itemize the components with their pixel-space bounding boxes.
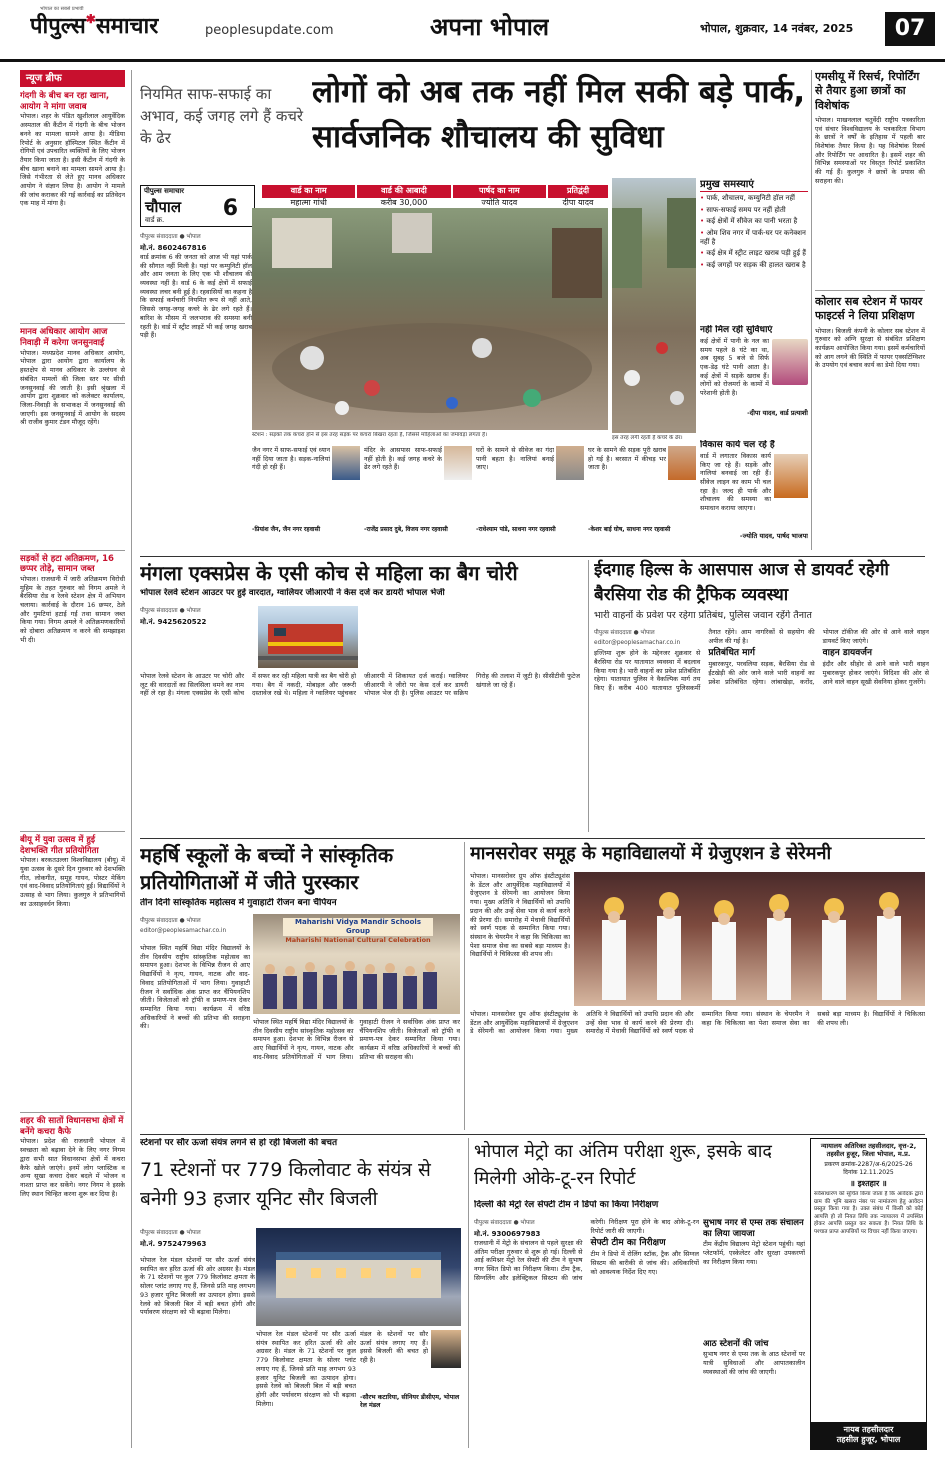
development-body: वार्ड में लगातार विकास कार्य किए जा रहे हैं। सड़कें और नालियां बनवाई जा रही हैं। सीवेज लाइन का काम भी चल रहा है। जल्द ही पार्क और शौचालय की समस्या का समाधान कराया जाएगा। bbox=[700, 451, 771, 513]
ward-col-value: ज्योति यादव bbox=[481, 197, 518, 207]
mangala-headline: मंगला एक्सप्रेस के एसी कोच से महिला का बैग चोरी bbox=[140, 561, 518, 585]
problem-item: • कई क्षेत्रों में सीवेज का पानी भरता है bbox=[700, 217, 808, 226]
brief-body: भोपाल। प्रदेश की राजधानी भोपाल में स्वच्छता को बढ़ावा देने के लिए नगर निगम द्वारा सभी सात विधानसभा क्षेत्रों में कचरा कैफे खोले जाएंगे। इनमें लोग प्लास्टिक व अन्य सूखा कचरा देकर बदले में भोजन व नाश्ता प्राप्त कर सकेंगे। नगर निगम ने इसके लिए स्थान चिन्हित करना शुरू कर दिया है। bbox=[20, 1137, 125, 1198]
maharshi-subhead: तीन दिनी सांस्कृतिक महोत्सव में गुवाहाटी रीजन बना चैंपियन bbox=[140, 898, 337, 908]
logo-left: पीपुल्स bbox=[30, 13, 86, 39]
metro-sub: सेफ्टी टीम का निरीक्षण bbox=[590, 1238, 666, 1249]
maharshi-body: भोपाल स्थित महर्षि विद्या मंदिर विद्यालयों के तीन दिवसीय राष्ट्रीय सांस्कृतिक महोत्सव का समापन हुआ। देशभर के विभिन्न रीजन से आए विद्यार्थियों ने नृत्य, गायन, नाटक और वाद-विवाद प्रतियोगिताओं में भाग लिया। गुवाहाटी रीजन ने सर्वाधिक अंक प्राप्त कर चैंपियनशिप जीती। विजेताओं को ट्रॉफी व प्रमाण-पत्र देकर सम्मानित किया गया। कार्यक्रम में वरिष्ठ अधिकारियों ने बच्चों की प्रतिभा की सराहना की। bbox=[140, 944, 250, 1031]
problems-list bbox=[700, 194, 808, 270]
brief-body: भोपाल। राजधानी में जारी अतिक्रमण विरोधी मुहिम के तहत गुरुवार को निगम अमले ने बैरसिया रोड व रेलवे स्टेशन क्षेत्र में अभियान चलाया। कार्रवाई के दौरान 16 छप्पर, ठेले और गुमटियां हटाई गईं तथा सामान जब्त किया गया। निगम अमले ने अतिक्रमणकारियों को दोबारा अतिक्रमण न करने की समझाइश भी दी। bbox=[20, 574, 125, 644]
lead-byline: पीपुल्स संवाददाता ● भोपाल bbox=[140, 234, 201, 240]
section-rule-2 bbox=[140, 838, 925, 839]
metro-columns bbox=[474, 1218, 699, 1448]
brief-item bbox=[20, 550, 125, 825]
lead-body-column bbox=[140, 232, 252, 550]
station-building-scene bbox=[256, 1228, 461, 1326]
maharshi-banner-2: Maharishi National Cultural Celebration bbox=[285, 936, 431, 944]
eidgah-columns bbox=[594, 628, 929, 833]
solar-quote-by: -सौरभ कटारिया, सीनियर डीसीएम, भोपाल रेल मंडल bbox=[360, 1394, 460, 1410]
ward-col bbox=[262, 185, 355, 207]
graduation-photo bbox=[574, 872, 925, 1006]
solar-body-cont: भोपाल रेल मंडल स्टेशनों पर सौर ऊर्जा संयंत्र स्थापित कर हरित ऊर्जा की ओर अग्रसर है। मंडल के 71 स्टेशनों पर कुल 779 किलोवाट क्षमता के सोलर प्लांट लगाए गए हैं, जिनसे प्रति माह लगभग 93 हजार यूनिट बिजली का उत्पादन होगा। इससे रेलवे को बिजली बिल में बड़ी बचत होगी और पर्यावरण संरक्षण को भी बढ़ावा मिलेगा। bbox=[256, 1330, 356, 1408]
quote-card bbox=[588, 446, 696, 550]
brief-item bbox=[20, 831, 125, 1106]
problem-item: • पार्क, शौचालय, कम्युनिटी हॉल नहीं bbox=[700, 194, 808, 203]
solar-kicker: स्टेशनों पर सौर ऊर्जा संयंत्र लगने से हो रही बिजली की बचत bbox=[140, 1138, 338, 1148]
solar-station-photo bbox=[256, 1228, 461, 1326]
problems-heading: प्रमुख समस्याएं bbox=[700, 178, 808, 192]
councillor-avatar bbox=[774, 454, 808, 498]
quote-card bbox=[476, 446, 584, 550]
quote-by: -केशर बाई घोष, साधना नगर रहवासी bbox=[588, 526, 671, 533]
resident-avatar bbox=[444, 446, 472, 480]
development-box bbox=[700, 440, 808, 550]
tagline: भोपाल का सबसे प्रभावी bbox=[40, 6, 84, 12]
eidgah-sub1-body: मुबारकपुर, परवलिया सड़क, बैरसिया रोड से ईंटखेड़ी की ओर जाने वाले भारी वाहनों का प्रवेश प्रतिबंधित रहेगा। लांबाखेड़ा, करोंद, भोपाल टॉकीज की ओर से आने वाले वाहन डायवर्ट किए जाएंगे। bbox=[708, 628, 929, 686]
quote-text: घरों के सामने से सीवेज का गंदा पानी बहता है। नालियां बनाई जाए। bbox=[476, 446, 554, 472]
mangala-byline-col bbox=[140, 606, 258, 626]
notice-signature bbox=[811, 1422, 926, 1449]
quote-by: -राधेश्याम पांडे, साधना नगर रहवासी bbox=[476, 526, 556, 533]
lead-mobile: मो.नं. 8602467816 bbox=[140, 243, 207, 252]
group-people-scene bbox=[253, 914, 460, 1014]
ward-col-value: दीपा यादव bbox=[562, 197, 594, 207]
kolar-headline: कोलार सब स्टेशन में फायर फाइटर्स ने लिया प्रशिक्षण bbox=[815, 295, 923, 323]
ward-col-value: करीब 30,000 bbox=[380, 197, 428, 207]
brief-heading: मानव अधिकार आयोग आज निवाड़ी में करेगा जनसुनवाई bbox=[20, 327, 108, 349]
ward-col-header: वार्ड की आबादी bbox=[357, 185, 450, 198]
section-rule-3 bbox=[140, 1134, 925, 1135]
photo-2-caption: इस तरह लगी रहती है कचरे के ढेर। bbox=[612, 435, 683, 441]
not-available-body: कई क्षेत्रों में पानी के नल का समय पहले 8 घंटे का था, अब सुबह 5 बजे से सिर्फ एक-डेढ़ घंटे पानी आता है। कई क्षेत्रों में सड़कें खराब हैं। लोगों को रोजमर्रा के कामों में परेशानी होती है। bbox=[700, 336, 769, 398]
problem-item: • कई क्षेत्र में स्ट्रीट लाइट खराब पड़ी हुई हैं bbox=[700, 249, 808, 258]
lead-headline: लोगों को अब तक नहीं मिल सकी बड़े पार्क, सार्वजनिक शौचालय की सुविधा bbox=[312, 74, 806, 155]
notice-case-no: प्रकरण क्रमांक-2287/अ-6/2025-26 bbox=[824, 1160, 913, 1168]
logo bbox=[30, 12, 190, 46]
mansarovar-body-bottom: भोपाल। मानसरोवर ग्रुप ऑफ इंस्टीट्यूशंस के डेंटल और आयुर्वेदिक महाविद्यालयों में ग्रेजुएशन डे सेरेमनी का आयोजन किया गया। मुख्य अतिथि ने विद्यार्थियों को उपाधि प्रदान की और उन्हें सेवा भाव से कार्य करने की प्रेरणा दी। समारोह में मेधावी विद्यार्थियों को स्वर्ण पदक से सम्मानित किया गया। संस्थान के चेयरमैन ने कहा कि चिकित्सा का पेशा समाज सेवा का सबसे बड़ा माध्यम है। विद्यार्थियों ने चिकित्सा की शपथ ली। bbox=[470, 1010, 925, 1036]
mansarovar-body-left: भोपाल। मानसरोवर ग्रुप ऑफ इंस्टीट्यूशंस के डेंटल और आयुर्वेदिक महाविद्यालयों में ग्रेजुएशन डे सेरेमनी का आयोजन किया गया। मुख्य अतिथि ने विद्यार्थियों को उपाधि प्रदान की और उन्हें सेवा भाव से कार्य करने की प्रेरणा दी। समारोह में मेधावी विद्यार्थियों को स्वर्ण पदक से सम्मानित किया गया। संस्थान के चेयरमैन ने कहा कि चिकित्सा का पेशा समाज सेवा का सबसे बड़ा माध्यम है। विद्यार्थियों ने चिकित्सा की शपथ ली। bbox=[470, 872, 570, 959]
solar-headline: 71 स्टेशनों पर 779 किलोवाट के संयंत्र से बनेगी 93 हजार यूनिट सौर बिजली bbox=[140, 1159, 431, 1210]
brief-heading: बीयू में युवा उत्सव में हुई देशभक्ति गीत प्रतियोगिता bbox=[20, 834, 99, 856]
not-available-heading: नहीं मिल रही सुविधाएं bbox=[700, 325, 773, 335]
lead-subhead: नियमित साफ-सफाई का अभाव, कई जगह लगे हैं कचरे के ढेर bbox=[140, 85, 304, 147]
kolar-story bbox=[815, 290, 925, 550]
maharshi-body-cont: भोपाल स्थित महर्षि विद्या मंदिर विद्यालयों के तीन दिवसीय राष्ट्रीय सांस्कृतिक महोत्सव का समापन हुआ। देशभर के विभिन्न रीजन से आए विद्यार्थियों ने नृत्य, गायन, नाटक और वाद-विवाद प्रतियोगिताओं में भाग लिया। गुवाहाटी रीजन ने सर्वाधिक अंक प्राप्त कर चैंपियनशिप जीती। विजेताओं को ट्रॉफी व प्रमाण-पत्र देकर सम्मानित किया गया। कार्यक्रम में वरिष्ठ अधिकारियों ने बच्चों की प्रतिभा की सराहना की। bbox=[253, 1018, 460, 1061]
legal-notice bbox=[810, 1138, 927, 1450]
brief-heading: गंदगी के बीच बन रहा खाना, आयोग ने मांगा जवाब bbox=[20, 91, 110, 112]
sidebar-news-brief bbox=[20, 70, 125, 1448]
dateline: भोपाल, शुक्रवार, 14 नवंबर, 2025 bbox=[700, 22, 854, 35]
brief-item bbox=[20, 323, 125, 543]
eidgah-byline: पीपुल्स संवाददाता ● भोपाल bbox=[594, 630, 655, 636]
solar-quote bbox=[360, 1330, 461, 1446]
mangala-mobile: मो.नं. 9425620522 bbox=[140, 617, 207, 626]
quote-by: -राजेंद्र प्रसाद दुबे, विजय नगर रहवासी bbox=[364, 526, 448, 533]
ward-info-table bbox=[262, 185, 546, 207]
ward-col-header: प्रतिद्वंदी bbox=[548, 185, 608, 198]
notice-title: ॥ इश्तहार ॥ bbox=[850, 1178, 887, 1188]
mcu-body: भोपाल। माखनलाल चतुर्वेदी राष्ट्रीय पत्रकारिता एवं संचार विश्वविद्यालय के पत्रकारिता विभाग के छात्रों ने वर्षों के इतिहास में पहली बार विशेषांक तैयार किया है। यह विशेषांक रिसर्च और रिपोर्टिंग पर आधारित है। इसमें शहर की विभिन्न समस्याओं पर विस्तृत रिपोर्ट प्रकाशित की गई हैं। कुलगुरु ने छात्रों के प्रयास की सराहना की। bbox=[815, 115, 925, 185]
ward-col-header: वार्ड का नाम bbox=[262, 185, 355, 198]
development-heading: विकास कार्य चल रहे हैं bbox=[700, 440, 775, 450]
eidgah-subhead: भारी वाहनों के प्रवेश पर रहेगा प्रतिबंध, पुलिस जवान रहेंगे तैनात bbox=[594, 610, 812, 621]
maharshi-mansarovar-divider bbox=[464, 842, 465, 1130]
quote-by: -प्रियांश जैन, जैन नगर रहवासी bbox=[252, 526, 321, 533]
maharshi-byline-col bbox=[140, 916, 250, 940]
not-available-quote-by: -दीपा यादव, वार्ड प्रत्याशी bbox=[747, 408, 808, 417]
development-quote-by: -ज्योति यादव, पार्षद भाजपा bbox=[739, 531, 808, 540]
eidgah-headline: ईदगाह हिल्स के आसपास आज से डायवर्ट रहेगी बैरसिया रोड की ट्रैफिक व्यवस्था bbox=[594, 560, 889, 605]
rival-col bbox=[548, 185, 608, 207]
notice-sign-2: तहसील हुजूर, भोपाल bbox=[836, 1435, 901, 1445]
logo-right: समाचार bbox=[95, 13, 159, 39]
solar-byline: पीपुल्स संवाददाता ● भोपाल bbox=[140, 1230, 201, 1236]
garbage-scene-1 bbox=[252, 208, 608, 430]
website: peoplesupdate.com bbox=[205, 23, 334, 38]
maharshi-photo bbox=[253, 914, 460, 1014]
solar-mobile: मो.नं. 9752479963 bbox=[140, 1239, 207, 1248]
not-available-box bbox=[700, 325, 808, 437]
metro-sub-body: टीम ने डिपो में रोलिंग स्टॉक, ट्रैक और सिग्नल सिस्टम की बारीकी से जांच की। अधिकारियों को आवश्यक निर्देश दिए गए। bbox=[590, 1250, 699, 1276]
graduation-scene bbox=[574, 872, 925, 1006]
sidebar-label: न्यूज ब्रीफ bbox=[20, 70, 125, 87]
metro-body-area bbox=[474, 1218, 699, 1448]
metro-body: राजधानी में मेट्रो के संचालन से पहले सुरक्षा की अंतिम परीक्षा गुरुवार से शुरू हो गई। दिल्ली से आई कमिश्नर मेट्रो रेल सेफ्टी की टीम ने सुभाष नगर स्थित डिपो का निरीक्षण किया। टीम ट्रैक, सिग्नलिंग और इलेक्ट्रिकल सिस्टम की जांच करेगी। निरीक्षण पूरा होने के बाद ओके-टू-रन रिपोर्ट जारी की जाएगी। bbox=[474, 1218, 699, 1282]
eidgah-sub2-body: इंदौर और सीहोर से आने वाले भारी वाहन मुबारकपुर होकर जाएंगे। विदिशा की ओर से आने वाले वाहन सूखी सेवनिया होकर गुजरेंगे। bbox=[822, 660, 929, 686]
resident-avatar bbox=[668, 446, 696, 480]
eidgah-body: इज्तिमा शुरू होने के मद्देनजर शुक्रवार से बैरसिया रोड पर यातायात व्यवस्था में बदलाव किया गया है। भारी वाहनों का प्रवेश प्रतिबंधित रहेगा। यातायात पुलिस ने वैकल्पिक मार्ग तय किए हैं। करीब 400 यातायात पुलिसकर्मी तैनात रहेंगे। आम नागरिकों से सहयोग की अपील की गई है। bbox=[594, 628, 815, 693]
maharshi-banner: Maharishi Vidya Mandir Schools Group bbox=[283, 918, 433, 936]
metro-mobile: मो.नं. 9300697983 bbox=[474, 1229, 541, 1238]
notice-date: दिनांक 12.11.2025 bbox=[843, 1168, 894, 1176]
solar-byline-col bbox=[140, 1228, 255, 1252]
garbage-photo-2 bbox=[612, 178, 696, 433]
problem-item: • साफ-सफाई समय पर नहीं होती bbox=[700, 206, 808, 215]
eidgah-sub1: प्रतिबंधित मार्ग bbox=[708, 648, 755, 659]
mcu-headline: एमसीयू में रिसर्च, रिपोर्टिंग से तैयार हुआ छात्रों का विशेषांक bbox=[815, 70, 920, 112]
section-rule-1 bbox=[140, 556, 925, 557]
mangala-byline: पीपुल्स संवाददाता ● भोपाल bbox=[140, 608, 201, 614]
notice-body: सर्वसाधारण को सूचित किया जाता है कि आवेदक द्वारा ग्राम की भूमि खसरा नंबर पर नामांतरण हेतु आवेदन प्रस्तुत किया गया है। उक्त संबंध में किसी को कोई आपत्ति हो तो नियत तिथि तक न्यायालय में उपस्थित होकर आपत्ति प्रस्तुत कर सकता है। नियत तिथि के पश्चात प्राप्त आपत्तियों पर विचार नहीं किया जाएगा। bbox=[814, 1191, 923, 1235]
brief-item bbox=[20, 1112, 125, 1407]
eidgah-email: editor@peoplesamachar.co.in bbox=[594, 639, 681, 646]
ward-word: वार्ड क्र. bbox=[145, 216, 165, 224]
resident-quotes bbox=[252, 446, 696, 550]
quote-text: जैन नगर में साफ-सफाई एवं ध्यान नहीं दिया जाता है। सड़क-नालियां गंदी हो रही हैं। bbox=[252, 446, 330, 472]
metro-byline: पीपुल्स संवाददाता ● भोपाल bbox=[474, 1220, 535, 1226]
chaupal-logo: पीपुल्स समाचार bbox=[144, 187, 185, 195]
ward-col bbox=[357, 185, 450, 207]
ward-number: 6 bbox=[222, 196, 238, 221]
maharshi-byline: पीपुल्स संवाददाता ● भोपाल bbox=[140, 918, 201, 924]
masthead bbox=[0, 0, 945, 62]
brief-heading: सड़कों से हटा अतिक्रमण, 16 छप्पर तोड़े, सामान जब्त bbox=[20, 553, 114, 575]
brief-body: भोपाल। बरकतउल्ला विश्वविद्यालय (बीयू) में युवा उत्सव के दूसरे दिन गुरुवार को देशभक्ति गीत, लोकगीत, समूह गायन, पोस्टर मेकिंग एवं वाद-विवाद प्रतियोगिताएं हुईं। विद्यार्थियों ने उत्साह से भाग लिया। कुलगुरु ने प्रतिभागियों का उत्साहवर्धन किया। bbox=[20, 856, 125, 908]
right-column-divider bbox=[811, 70, 812, 550]
metro-side-column bbox=[703, 1218, 805, 1448]
sidebar-divider bbox=[131, 70, 132, 1448]
metro-headline: भोपाल मेट्रो का अंतिम परीक्षा शुरू, इसके बाद मिलेगी ओके-टू-रन रिपोर्ट bbox=[474, 1141, 772, 1189]
photo-1-caption: स्टेशन : सड़कों तक कचरा होने से इस तरह सड़क पर कचरा बिखरा रहता है, जिससे मोहिलाओं का जमावड़ा लगता है। bbox=[252, 432, 488, 438]
resident-avatar bbox=[332, 446, 360, 480]
mansarovar-headline: मानसरोवर समूह के महाविद्यालयों में ग्रेजुएशन डे सेरेमनी bbox=[470, 843, 832, 864]
notice-sign-1: नायब तहसीलदार bbox=[843, 1424, 894, 1434]
metro-side-heading-2: आठ स्टेशनों की जांच bbox=[703, 1339, 769, 1350]
mangala-body: भोपाल रेलवे स्टेशन के आउटर पर चोरी और लूट की वारदातों का सिलसिला थमने का नाम नहीं ले रहा है। मंगला एक्सप्रेस के एसी कोच में सफर कर रही महिला यात्री का बैग चोरी हो गया। बैग में नकदी, मोबाइल और जरूरी दस्तावेज रखे थे। महिला ने ग्वालियर पहुंचकर जीआरपी में शिकायत दर्ज कराई। ग्वालियर जीआरपी ने जीरो पर केस दर्ज कर डायरी भोपाल भेज दी है। पुलिस आउटर पर सक्रिय गिरोह की तलाश में जुटी है। सीसीटीवी फुटेज खंगाले जा रहे हैं। bbox=[140, 672, 580, 698]
metro-side-body-2: सुभाष नगर से एम्स तक के आठ स्टेशनों पर यात्री सुविधाओं और आपातकालीन व्यवस्थाओं की जांच की जाएगी। bbox=[703, 1350, 805, 1376]
quote-text: मंदिर के आसपास साफ-सफाई नहीं होती है। कई जगह कचरे के ढेर लगे रहते हैं। bbox=[364, 446, 442, 472]
mcu-story bbox=[815, 70, 925, 285]
ward-col-header: पार्षद का नाम bbox=[453, 185, 546, 198]
metro-side-heading-1: सुभाष नगर से एम्स तक संचालन का लिया जायजा bbox=[703, 1218, 804, 1240]
brief-body: भोपाल। शहर के पंडित खुशीलाल आयुर्वेदिक अस्पताल की कैंटीन में गंदगी के बीच भोजन बनने का मामला सामने आया है। मीडिया रिपोर्ट के अनुसार हॉस्पिटल स्थित कैंटीन में रोगियों एवं उपचारित व्यक्तियों के लिए भोजन तैयार किया जाता है। इसी कैंटीन में गंदगी के बीच खाना बनाने का मामला सामने आया है। जिसे गंभीरता से लेते हुए मानव अधिकार आयोग ने संज्ञान लिया है। आयोग ने मामले की जांच कराकर की गई कार्रवाई का प्रतिवेदन एक माह में मांगा है। bbox=[20, 112, 125, 208]
ward-col-value: महात्मा गांधी bbox=[290, 197, 327, 207]
page-number: 07 bbox=[885, 12, 935, 46]
eidgah-sub2: वाहन डायवर्जन bbox=[822, 648, 872, 659]
maharshi-headline: महर्षि स्कूलों के बच्चों ने सांस्कृतिक प्रतियोगिताओं में जीते पुरस्कार bbox=[140, 843, 394, 894]
maharshi-email: editor@peoplesamachar.co.in bbox=[140, 927, 227, 934]
candidate-avatar bbox=[772, 339, 808, 385]
garbage-photo-1 bbox=[252, 208, 608, 430]
resident-avatar bbox=[556, 446, 584, 480]
section-title: अपना भोपाल bbox=[430, 13, 550, 41]
quote-text: घर के सामने की सड़क पूरी खराब हो गई है। बरसात में कीचड़ भर जाता है। bbox=[588, 446, 666, 472]
official-avatar bbox=[431, 1330, 461, 1368]
solar-quote-text: मंडल के स्टेशनों पर सौर ऊर्जा संयंत्र लगाए गए हैं। इससे बिजली की बचत हो रही है। bbox=[360, 1330, 428, 1365]
quote-card bbox=[364, 446, 472, 550]
kolar-body: भोपाल। बिजली कंपनी के कोलार सब स्टेशन में गुरुवार को अग्नि सुरक्षा से संबंधित प्रशिक्षण कार्यक्रम आयोजित किया गया। इसमें कर्मचारियों को आग लगने की स्थिति में फायर एक्सटिंग्विशर के उपयोग एवं बचाव कार्य का डेमो दिया गया। bbox=[815, 326, 925, 370]
mangala-subhead: भोपाल रेलवे स्टेशन आउटर पर हुई वारदात, ग्वालियर जीआरपी ने केस दर्ज कर डायरी भोपाल भेजी bbox=[140, 588, 445, 598]
ward-col bbox=[453, 185, 546, 207]
quote-card bbox=[252, 446, 360, 550]
problem-item: • ओम शिव नगर में पार्क-घर पर कनेक्शन नहीं है bbox=[700, 229, 808, 248]
chaupal-label: चौपाल bbox=[145, 198, 181, 216]
brief-item bbox=[20, 91, 125, 317]
eidgah-body-area bbox=[594, 628, 929, 833]
metro-side-body-1: टीम केंद्रीय विद्यालय मेट्रो स्टेशन पहुंची। यहां प्लेटफॉर्म, एस्केलेटर और सुरक्षा उपकरणों का निरीक्षण किया गया। bbox=[703, 1240, 805, 1266]
lead-body: वार्ड क्रमांक 6 की जनता को आज भी यहां पार्क की सौगात नहीं मिली है। यहां पर कम्युनिटी हॉल और आम जनता के लिए एक भी शौचालय की व्यवस्था नहीं है। वार्ड 6 के कई क्षेत्रों में सफाई व्यवस्था लचर बनी हुई है। रहवासियों का कहना है कि सफाई कर्मचारी नियमित रूप से नहीं आते, जिससे जगह-जगह कचरे के ढेर लगे रहते हैं। बारिश के मौसम में जलभराव की समस्या बनी रहती है। वार्ड में स्ट्रीट लाइटें भी कई जगह खराब पड़ी हैं। bbox=[140, 252, 252, 340]
chaupal-badge bbox=[140, 185, 255, 227]
mangala-eidgah-divider bbox=[588, 560, 589, 832]
brief-body: भोपाल। मध्यप्रदेश मानव अधिकार आयोग, भोपाल द्वारा आयोग द्वारा कार्यालय के हस्तक्षेप से मानव अधिकार के उल्लंघन से संबंधित मामलों की जिला स्तर पर सीधी जनसुनवाई की जाती है। इसी श्रृंखला में आयोग द्वारा शुक्रवार को कलेक्टर कार्यालय, जिला-निवाड़ी के सभाकक्ष में जनसुनवाई की जाएगी। इस जनसुनवाई में आयोग के सदस्य श्री राजीव कुमार टंडन मौजूद रहेंगे। bbox=[20, 348, 125, 427]
notice-office: न्यायालय अतिरिक्त तहसीलदार, वृत्त-2, तहसील हुजूर, जिला भोपाल, म.प्र. bbox=[820, 1142, 917, 1159]
logo-star-icon: ✱ bbox=[85, 12, 96, 26]
garbage-scene-2 bbox=[612, 178, 696, 433]
brief-heading: शहर की सातों विधानसभा क्षेत्रों में बनेंगे कचरा कैफे bbox=[20, 1116, 124, 1137]
problem-item: • कई जगहों पर सड़क की हालत खराब है bbox=[700, 261, 808, 270]
solar-metro-divider bbox=[468, 1138, 469, 1448]
problems-box bbox=[700, 178, 808, 308]
solar-body: भोपाल रेल मंडल स्टेशनों पर सौर ऊर्जा संयंत्र स्थापित कर हरित ऊर्जा की ओर अग्रसर है। मंडल के 71 स्टेशनों पर कुल 779 किलोवाट क्षमता के सोलर प्लांट लगाए गए हैं, जिनसे प्रति माह लगभग 93 हजार यूनिट बिजली का उत्पादन होगा। इससे रेलवे को बिजली बिल में बड़ी बचत होगी और पर्यावरण संरक्षण को भी बढ़ावा मिलेगा। bbox=[140, 1256, 255, 1317]
metro-subhead: दिल्ली की मेट्रो रेल सेफ्टी टीम ने डिपो का किया निरीक्षण bbox=[474, 1200, 659, 1210]
